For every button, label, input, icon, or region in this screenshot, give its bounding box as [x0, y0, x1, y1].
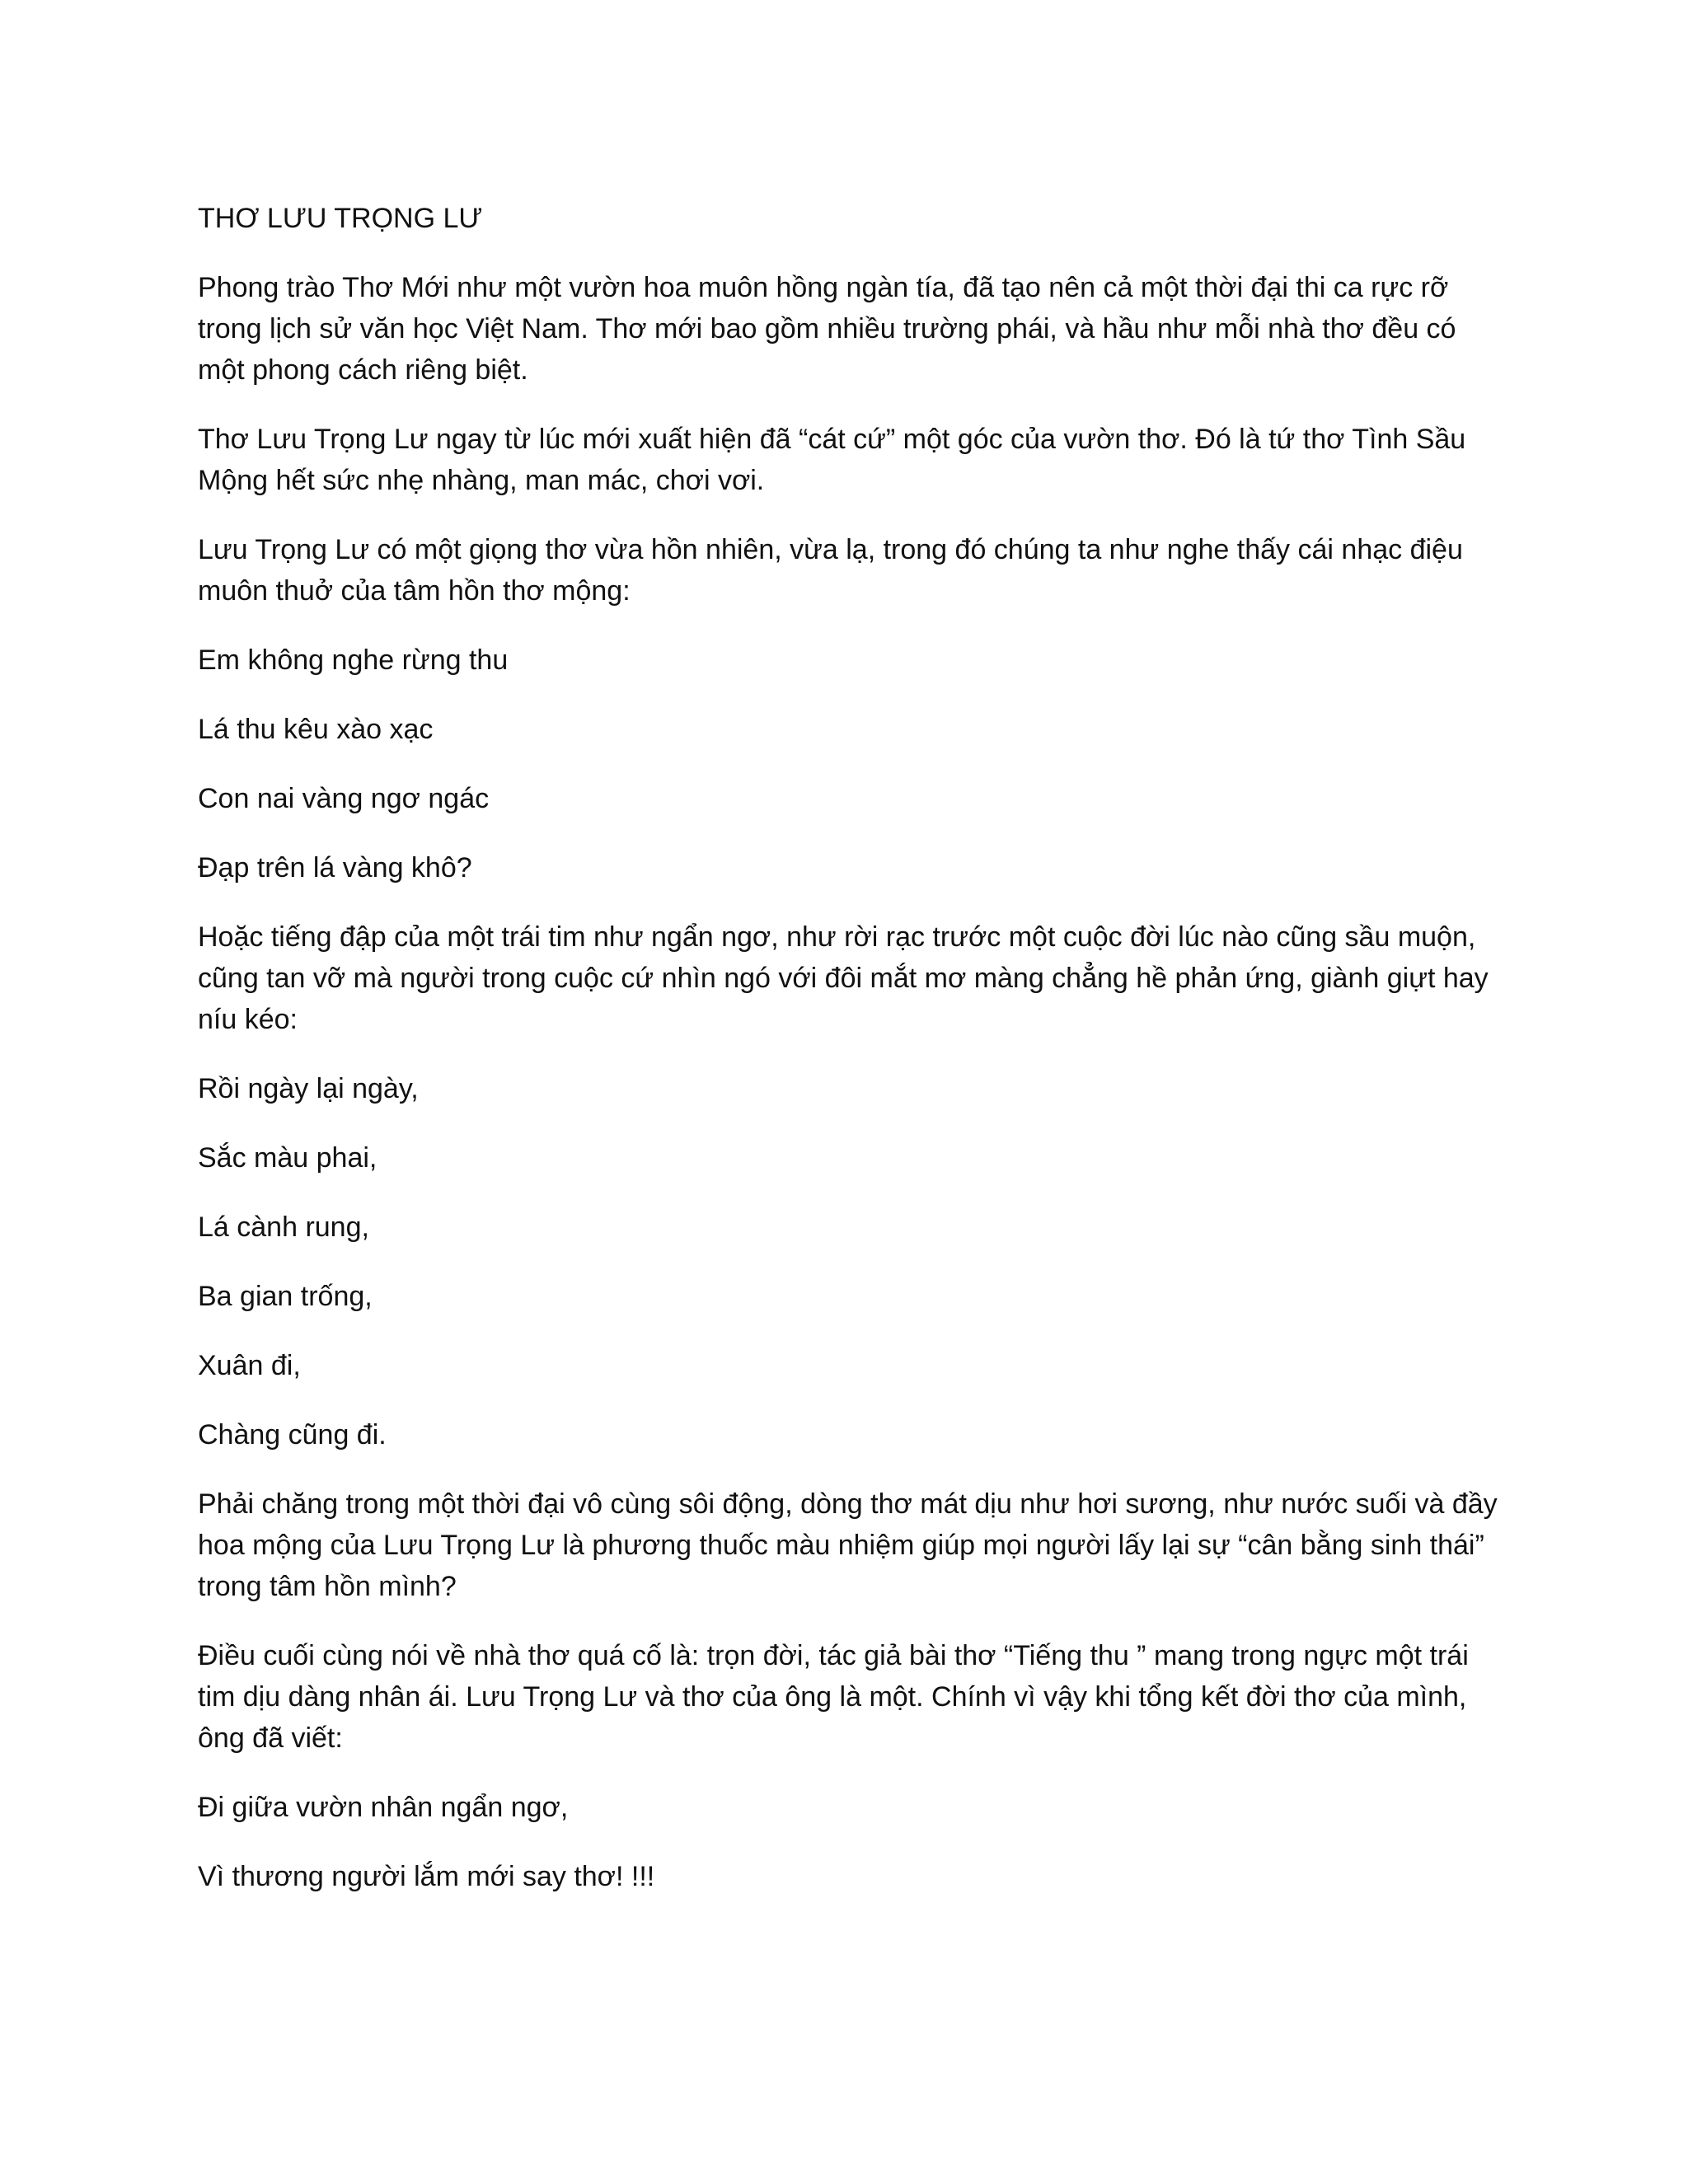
poem-line: Đạp trên lá vàng khô?: [198, 852, 472, 883]
paragraph-heartbeat: Hoặc tiếng đập của một trái tim như ngẩn ngơ, như rời rạc trước một cuộc đời lúc nào cũng sầu muộn, cũng tan vỡ mà người trong cuộc cứ nhìn ngó với đôi mắt mơ màng chẳng hề phản ứng, giành giựt hay níu kéo:: [198, 921, 1489, 1035]
paragraph-conclusion: Điều cuối cùng nói về nhà thơ quá cố là: trọn đời, tác giả bài thơ “Tiếng thu ” mang trong ngực một trái tim dịu dàng nhân ái. Lưu Trọng Lư và thơ của ông là một. Chính vì vậy khi tổng kết đời thơ của mình, ông đã viết:: [198, 1640, 1469, 1754]
document-body: [198, 198, 1508, 1925]
poem-line: Sắc màu phai,: [198, 1142, 377, 1174]
document-title: THƠ LƯU TRỌNG LƯ: [198, 203, 483, 234]
poem-line: Em không nghe rừng thu: [198, 644, 509, 676]
paragraph-balance: Phải chăng trong một thời đại vô cùng sôi động, dòng thơ mát dịu như hơi sương, như nước suối và đầy hoa mộng của Lưu Trọng Lư là phương thuốc màu nhiệm giúp mọi người lấy lại sự “cân bằng sinh thái” trong tâm hồn mình?: [198, 1488, 1498, 1602]
paragraph-intro: Phong trào Thơ Mới như một vườn hoa muôn hồng ngàn tía, đã tạo nên cả một thời đại thi ca rực rỡ trong lịch sử văn học Việt Nam. Thơ mới bao gồm nhiều trường phái, và hầu như mỗi nhà thơ đều có một phong cách riêng biệt.: [198, 272, 1456, 386]
poem-line: Vì thương người lắm mới say thơ! !!!: [198, 1861, 655, 1892]
poem-line: Rồi ngày lại ngày,: [198, 1073, 419, 1104]
poem-line: Lá thu kêu xào xạc: [198, 714, 434, 745]
poem-line: Ba gian trống,: [198, 1281, 373, 1312]
paragraph-voice: Lưu Trọng Lư có một giọng thơ vừa hồn nhiên, vừa lạ, trong đó chúng ta như nghe thấy cái nhạc điệu muôn thuở của tâm hồn thơ mộng:: [198, 534, 1463, 607]
poem-line: Lá cành rung,: [198, 1212, 369, 1243]
poem-line: Chàng cũng đi.: [198, 1419, 387, 1451]
paragraph-style: Thơ Lưu Trọng Lư ngay từ lúc mới xuất hiện đã “cát cứ” một góc của vườn thơ. Đó là tứ thơ Tình Sầu Mộng hết sức nhẹ nhàng, man mác, chơi vơi.: [198, 424, 1466, 496]
poem-line: Xuân đi,: [198, 1350, 301, 1381]
poem-line: Con nai vàng ngơ ngác: [198, 783, 490, 814]
poem-line: Đi giữa vườn nhân ngẩn ngơ,: [198, 1792, 569, 1823]
